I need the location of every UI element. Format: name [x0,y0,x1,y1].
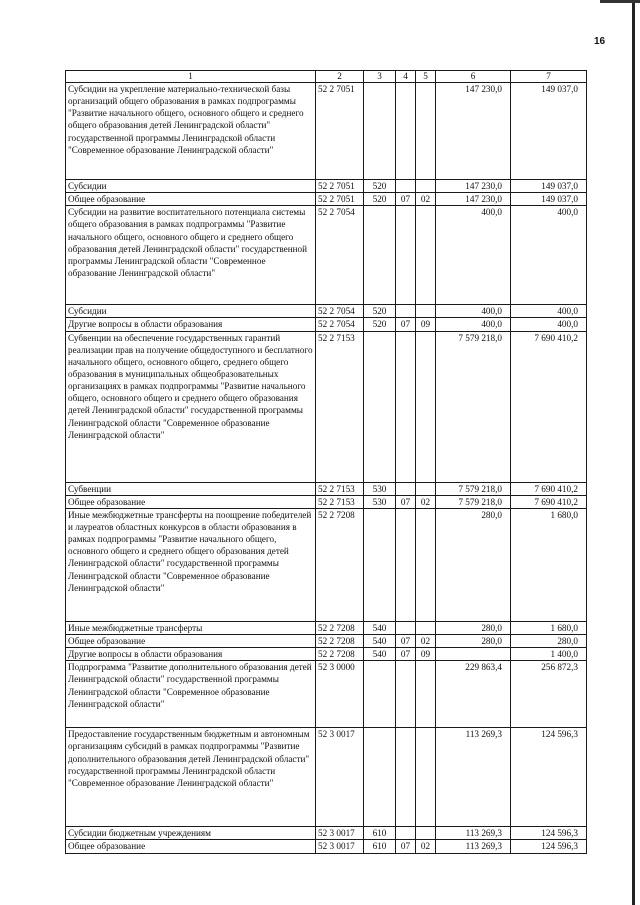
cell-vr [364,331,396,482]
cell-sum2: 124 596,3 [511,728,587,827]
cell-rz [396,331,416,482]
cell-pr [416,728,436,827]
cell-code: 52 3 0017 [316,827,364,840]
cell-code: 52 2 7153 [316,331,364,482]
cell-sum2: 7 690 410,2 [511,331,587,482]
cell-rz: 07 [396,840,416,853]
cell-vr: 540 [364,648,396,661]
cell-sum1: 113 269,3 [436,728,511,827]
cell-vr: 610 [364,827,396,840]
cell-rz: 07 [396,318,416,331]
cell-vr [364,206,396,305]
cell-code: 52 2 7051 [316,83,364,180]
cell-rz [396,728,416,827]
cell-name: Иные межбюджетные трансферты на поощрение победителей и лауреатов областных конкурсов в области образования в рамках подпрограммы "Развитие начального общего, основного общего и среднего общего образования детей Ленинградской области" государственной программы Ленинградской области "Современное образование Ленинградской области" [66,508,316,621]
cell-code: 52 3 0000 [316,661,364,728]
cell-sum1: 113 269,3 [436,840,511,853]
cell-code: 52 2 7153 [316,482,364,495]
cell-vr [364,728,396,827]
cell-name: Субсидии на укрепление материально-технической базы организаций общего образования в рамках подпрограммы "Развитие начального общего, основного общего и среднего общего образования детей Ленинградской области" государственной программы Ленинградской области "Современное образование Ленинградской области" [66,83,316,180]
cell-vr: 520 [364,305,396,318]
cell-name: Общее образование [66,495,316,508]
cell-rz [396,827,416,840]
table-row [66,305,587,318]
cell-vr [364,508,396,621]
cell-pr [416,482,436,495]
table-row [66,180,587,193]
cell-name: Субсидии [66,180,316,193]
cell-sum1: 400,0 [436,305,511,318]
table-row [66,482,587,495]
cell-rz: 07 [396,495,416,508]
cell-rz [396,482,416,495]
cell-sum1: 147 230,0 [436,180,511,193]
cell-pr [416,827,436,840]
cell-sum2: 400,0 [511,206,587,305]
cell-code: 52 2 7051 [316,180,364,193]
cell-code: 52 2 7208 [316,621,364,634]
table-row [66,661,587,728]
cell-sum1: 147 230,0 [436,193,511,206]
cell-sum2: 7 690 410,2 [511,495,587,508]
cell-rz: 07 [396,634,416,647]
table-row [66,83,587,180]
cell-pr [416,508,436,621]
table-row [66,621,587,634]
table-row [66,728,587,827]
cell-vr: 610 [364,840,396,853]
cell-code: 52 2 7208 [316,634,364,647]
table-row [66,495,587,508]
cell-sum1: 280,0 [436,621,511,634]
cell-code: 52 3 0017 [316,728,364,827]
cell-pr [416,180,436,193]
cell-vr: 540 [364,621,396,634]
table-row [66,508,587,621]
cell-pr [416,331,436,482]
cell-code: 52 2 7208 [316,648,364,661]
cell-code: 52 2 7153 [316,495,364,508]
cell-name: Субсидии на развитие воспитательного потенциала системы общего образования в рамках подпрограммы "Развитие начального общего, основного общего и среднего общего образования детей Ленинградской области" государственной программы Ленинградской области "Современное образование Ленинградской области" [66,206,316,305]
header-cell: 4 [396,71,416,83]
cell-sum2: 1 400,0 [511,648,587,661]
table-row [66,634,587,647]
cell-vr: 530 [364,495,396,508]
cell-vr: 520 [364,180,396,193]
cell-name: Общее образование [66,840,316,853]
cell-sum2: 124 596,3 [511,827,587,840]
header-cell: 1 [66,71,316,83]
cell-sum1: 113 269,3 [436,827,511,840]
cell-code: 52 2 7051 [316,193,364,206]
cell-name: Общее образование [66,634,316,647]
cell-sum2: 1 680,0 [511,508,587,621]
cell-pr [416,661,436,728]
cell-pr [416,206,436,305]
cell-sum2: 280,0 [511,634,587,647]
cell-pr: 02 [416,634,436,647]
cell-vr [364,661,396,728]
cell-pr: 02 [416,495,436,508]
cell-sum1: 400,0 [436,318,511,331]
cell-vr: 530 [364,482,396,495]
cell-sum1: 7 579 218,0 [436,482,511,495]
cell-sum2: 124 596,3 [511,840,587,853]
cell-sum2: 256 872,3 [511,661,587,728]
table-row [66,827,587,840]
cell-pr: 09 [416,318,436,331]
cell-sum2: 400,0 [511,318,587,331]
cell-sum1: 280,0 [436,508,511,621]
cell-vr: 540 [364,634,396,647]
cell-sum1: 147 230,0 [436,83,511,180]
cell-sum2: 7 690 410,2 [511,482,587,495]
cell-sum2: 149 037,0 [511,180,587,193]
cell-sum1: 280,0 [436,634,511,647]
cell-rz [396,305,416,318]
cell-rz: 07 [396,193,416,206]
table-row [66,840,587,853]
page-number: 16 [594,36,606,47]
cell-code: 52 2 7208 [316,508,364,621]
scan-edge-top [600,0,640,3]
cell-name: Иные межбюджетные трансферты [66,621,316,634]
cell-pr: 02 [416,840,436,853]
cell-pr: 02 [416,193,436,206]
cell-sum1: 7 579 218,0 [436,495,511,508]
cell-pr [416,83,436,180]
cell-pr [416,305,436,318]
table-row [66,206,587,305]
cell-rz [396,206,416,305]
cell-vr [364,83,396,180]
cell-rz [396,180,416,193]
cell-name: Другие вопросы в области образования [66,318,316,331]
table-header-row [66,71,587,83]
table-row [66,193,587,206]
cell-code: 52 3 0017 [316,840,364,853]
table-row [66,331,587,482]
cell-rz: 07 [396,648,416,661]
cell-vr: 520 [364,193,396,206]
table-row [66,648,587,661]
cell-name: Общее образование [66,193,316,206]
cell-code: 52 2 7054 [316,206,364,305]
cell-name: Предоставление государственным бюджетным и автономным организациям субсидий в рамках подпрограммы "Развитие дополнительного образования детей Ленинградской области" государственной программы Ленинградской области "Современное образование Ленинградской области" [66,728,316,827]
cell-rz [396,508,416,621]
cell-sum1: 7 579 218,0 [436,331,511,482]
table-row [66,318,587,331]
header-cell: 3 [364,71,396,83]
cell-code: 52 2 7054 [316,305,364,318]
cell-rz [396,83,416,180]
budget-table [65,70,587,854]
cell-sum1 [436,648,511,661]
cell-sum2: 149 037,0 [511,193,587,206]
cell-name: Субсидии бюджетным учреждениям [66,827,316,840]
cell-sum2: 1 680,0 [511,621,587,634]
cell-sum2: 149 037,0 [511,83,587,180]
cell-sum2: 400,0 [511,305,587,318]
cell-pr [416,621,436,634]
cell-name: Субвенции на обеспечение государственных гарантий реализации прав на получение общедоступного и бесплатного начального общего, основного общего, среднего общего образования в муниципальных общеобразовательных организациях в рамках подпрограммы "Развитие начального общего, основного общего и среднего общего образования детей Ленинградской области" государственной программы Ленинградской области "Современное образование Ленинградской области" [66,331,316,482]
cell-rz [396,621,416,634]
header-cell: 6 [436,71,511,83]
header-cell: 7 [511,71,587,83]
cell-code: 52 2 7054 [316,318,364,331]
scan-edge-right [632,0,635,905]
cell-name: Субвенции [66,482,316,495]
cell-name: Субсидии [66,305,316,318]
cell-rz [396,661,416,728]
cell-name: Другие вопросы в области образования [66,648,316,661]
cell-pr: 09 [416,648,436,661]
cell-sum1: 400,0 [436,206,511,305]
header-cell: 5 [416,71,436,83]
cell-name: Подпрограмма "Развитие дополнительного образования детей Ленинградской области" государственной программы Ленинградской области "Современное образование Ленинградской области" [66,661,316,728]
cell-vr: 520 [364,318,396,331]
header-cell: 2 [316,71,364,83]
cell-sum1: 229 863,4 [436,661,511,728]
